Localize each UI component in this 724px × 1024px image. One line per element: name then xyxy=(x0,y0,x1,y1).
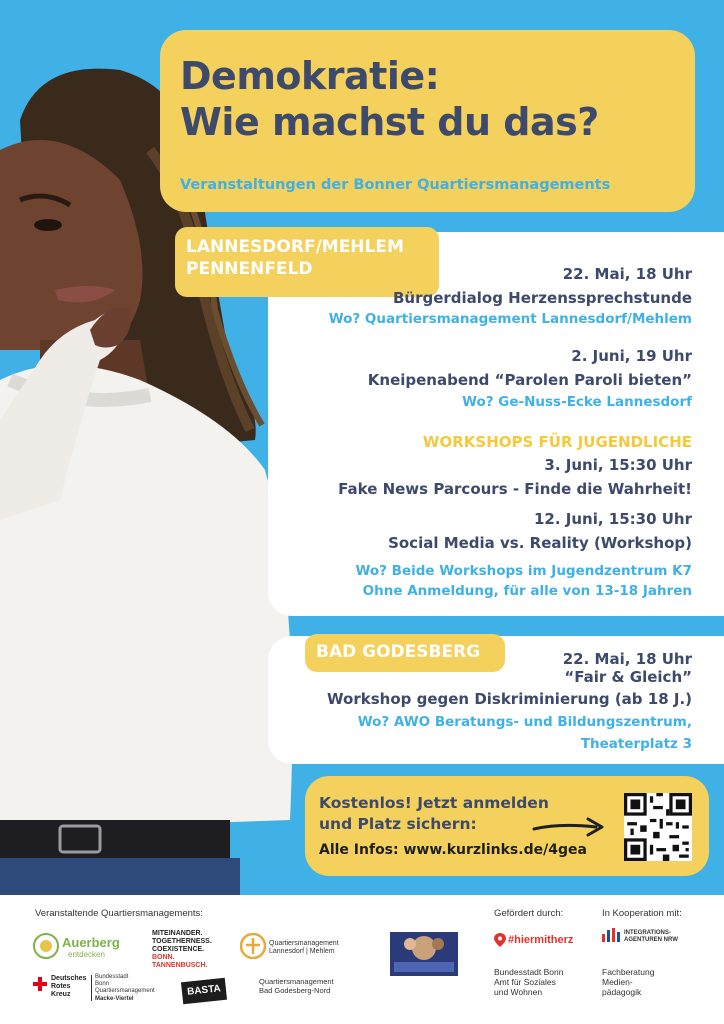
coop-line-1: Fachberatung xyxy=(602,967,655,977)
godesberg-logo-text xyxy=(259,978,334,995)
coop-line-2: Medien- xyxy=(602,977,633,988)
basta-logo: BASTA xyxy=(181,978,227,1004)
funded-label: Gefördert durch: xyxy=(494,908,564,919)
tag-line-1: LANNESDORF/MEHLEM xyxy=(186,237,404,257)
event-3-location-line-2: Theaterplatz 3 xyxy=(580,736,692,752)
cooperation-label: In Kooperation mit: xyxy=(602,908,682,919)
funder-text xyxy=(494,967,563,998)
drk-line-1: Deutsches xyxy=(51,975,87,982)
bonn-line-1: Bundesstadt xyxy=(95,974,129,980)
event-1-name: Bürgerdialog Herzenssprechstunde xyxy=(392,289,692,307)
tannenbusch-line-1: MITEINANDER. xyxy=(152,930,203,937)
integration-line-2: AGENTUREN NRW xyxy=(624,937,678,944)
event-2-location: Wo? Ge-Nuss-Ecke Lannesdorf xyxy=(462,394,692,410)
workshop-1-date: 3. Juni, 15:30 Uhr xyxy=(544,456,692,474)
tannenbusch-line-4: BONN. xyxy=(152,954,175,962)
drk-logo-text xyxy=(51,975,86,999)
auerberg-logo-subtext: entdecken xyxy=(68,950,105,959)
lannesdorf-logo-icon xyxy=(240,933,266,959)
location-pin-icon xyxy=(494,933,506,947)
funder-line-2: Amt für Soziales xyxy=(494,977,556,988)
registration-text xyxy=(319,793,549,836)
page-title xyxy=(180,54,599,145)
event-3-date: 22. Mai, 18 Uhr xyxy=(562,650,692,668)
tannenbusch-line-5: TANNENBUSCH. xyxy=(152,962,208,970)
bonn-macke-logo-text xyxy=(95,974,155,1003)
godesberg-line-2: Bad Godesberg-Nord xyxy=(259,985,331,995)
hiermitherz-logo: #hiermitherz xyxy=(508,934,574,946)
integration-agency-logo-icon xyxy=(602,928,622,942)
tannenbusch-line-3: COEXISTENCE. xyxy=(152,946,205,954)
event-2-name: Kneipenabend “Parolen Paroli bieten” xyxy=(367,371,692,389)
title-line-2: Wie machst du das? xyxy=(180,99,599,144)
drk-line-2: Rotes xyxy=(51,983,71,991)
funder-line-1: Bundesstadt Bonn xyxy=(494,967,564,977)
logo-divider xyxy=(91,975,92,1001)
lannesdorf-line-2: Lannesdorf | Mehlem xyxy=(269,948,335,956)
registration-line-2: und Platz sichern: xyxy=(319,815,477,834)
event-1-location: Wo? Quartiersmanagement Lannesdorf/Mehlem xyxy=(328,311,692,327)
lannesdorf-line-1: Quartiersmanagement xyxy=(269,940,339,947)
godesberg-line-1: Quartiersmanagement xyxy=(259,977,334,986)
bonn-line-4: Macke-Viertel xyxy=(95,995,134,1002)
cooperation-text xyxy=(602,967,654,998)
event-3-name-line-1: “Fair & Gleich” xyxy=(564,668,692,686)
section-lannesdorf-tag xyxy=(175,227,439,297)
arrow-right-icon xyxy=(530,815,610,839)
coop-line-3: pädagogik xyxy=(602,987,642,998)
workshops-note: Ohne Anmeldung, für alle von 13-18 Jahren xyxy=(362,583,692,599)
event-3-name-line-2: Workshop gegen Diskriminierung (ab 18 J.) xyxy=(327,690,692,708)
hands-photo-logo xyxy=(390,932,458,976)
subtitle: Veranstaltungen der Bonner Quartiersmanagements xyxy=(180,177,611,193)
workshop-2-name: Social Media vs. Reality (Workshop) xyxy=(388,534,692,552)
workshop-1-name: Fake News Parcours - Finde die Wahrheit! xyxy=(338,480,692,498)
lannesdorf-logo-text xyxy=(269,940,339,956)
drk-line-3: Kreuz xyxy=(51,991,71,999)
event-2-date: 2. Juni, 19 Uhr xyxy=(571,347,692,365)
workshop-2-date: 12. Juni, 15:30 Uhr xyxy=(533,510,692,528)
qr-code-icon[interactable] xyxy=(624,793,692,861)
auerberg-logo-text: Auerberg xyxy=(62,935,120,950)
event-1-date: 22. Mai, 18 Uhr xyxy=(562,265,692,283)
workshops-heading: WORKSHOPS FÜR JUGENDLICHE xyxy=(422,433,692,451)
workshops-location: Wo? Beide Workshops im Jugendzentrum K7 xyxy=(355,563,692,579)
event-3-location-line-1: Wo? AWO Beratungs- und Bildungszentrum, xyxy=(357,714,692,730)
tag-line-2: PENNENFELD xyxy=(186,259,313,280)
organizers-label: Veranstaltende Quartiersmanagements: xyxy=(35,908,203,919)
tannenbusch-line-2: TOGETHERNESS. xyxy=(152,938,212,946)
integration-line-1: INTEGRATIONS- xyxy=(624,930,671,936)
registration-link[interactable]: Alle Infos: www.kurzlinks.de/4gea xyxy=(319,842,587,858)
registration-line-1: Kostenlos! Jetzt anmelden xyxy=(319,794,549,812)
red-cross-icon xyxy=(33,977,47,991)
title-line-1: Demokratie: xyxy=(180,54,440,98)
bonn-line-3: Quartiersmanagement xyxy=(95,988,155,995)
tannenbusch-logo xyxy=(152,930,212,970)
bonn-line-2: Bonn xyxy=(95,981,110,988)
section-godesberg-tag: BAD GODESBERG xyxy=(305,634,505,672)
funder-line-3: und Wohnen xyxy=(494,987,543,998)
integration-agency-logo-text xyxy=(624,930,678,944)
auerberg-logo-icon xyxy=(33,933,59,959)
